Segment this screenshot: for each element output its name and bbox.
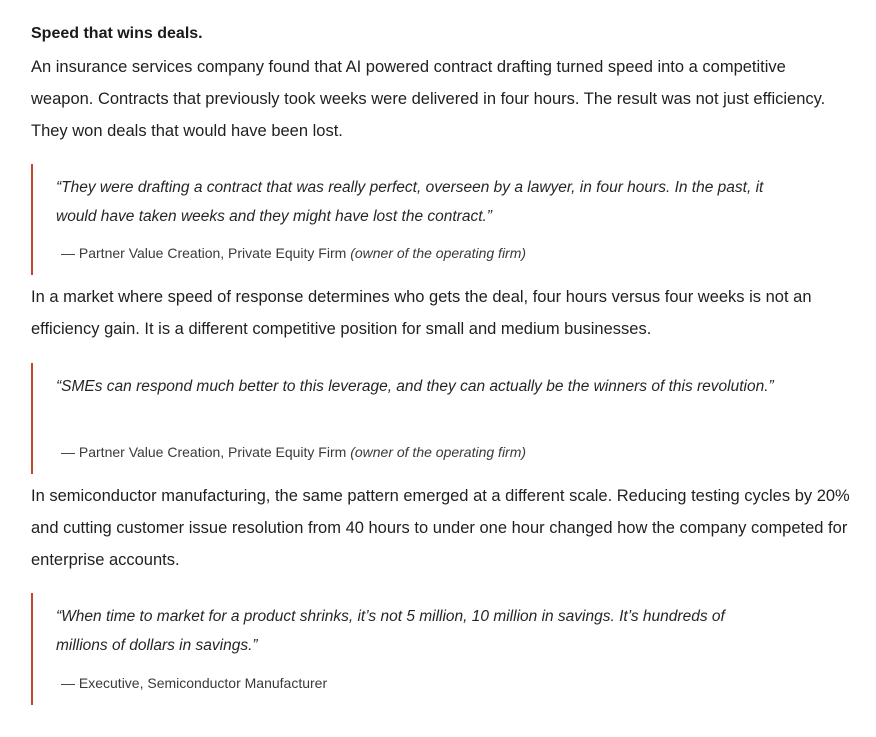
quote-attribution — [61, 443, 526, 461]
attribution-role: — Executive, Semiconductor Manufacturer — [61, 675, 328, 691]
quote-text: “They were drafting a contract that was really perfect, overseen by a lawyer, in four hours. In the past, it would have taken weeks and they might have lost the contract.” — [56, 179, 764, 225]
paragraph-insurance: An insurance services company found that AI powered contract drafting turned speed into a competitive weapon. Contracts that previously took weeks were delivered in four hours. The result was not just efficiency. They won deals that would have been lost. — [31, 58, 826, 140]
quote-attribution — [61, 244, 526, 262]
pull-quote-smes — [31, 363, 833, 474]
quote-text: “When time to market for a product shrinks, it’s not 5 million, 10 million in savings. It’s hundreds of millions of dollars in savings.” — [56, 608, 725, 654]
quote-attribution — [61, 674, 327, 692]
attribution-role: — Partner Value Creation, Private Equity Firm — [61, 245, 347, 261]
quote-text: “SMEs can respond much better to this leverage, and they can actually be the winners of this revolution.” — [56, 378, 774, 395]
paragraph-market-speed: In a market where speed of response determines who gets the deal, four hours versus four weeks is not an efficiency gain. It is a different competitive position for small and medium businesses. — [31, 288, 812, 338]
attribution-note: (owner of the operating firm) — [350, 245, 527, 261]
pull-quote-contract — [31, 164, 833, 275]
pull-quote-time-to-market — [31, 593, 833, 705]
section-heading: Speed that wins deals. — [31, 25, 203, 42]
paragraph-semiconductor: In semiconductor manufacturing, the same pattern emerged at a different scale. Reducing testing cycles by 20% and cutting customer issue resolution from 40 hours to under one hour changed how the company competed for enterprise accounts. — [31, 487, 850, 569]
attribution-note: (owner of the operating firm) — [350, 444, 527, 460]
attribution-role: — Partner Value Creation, Private Equity Firm — [61, 444, 347, 460]
